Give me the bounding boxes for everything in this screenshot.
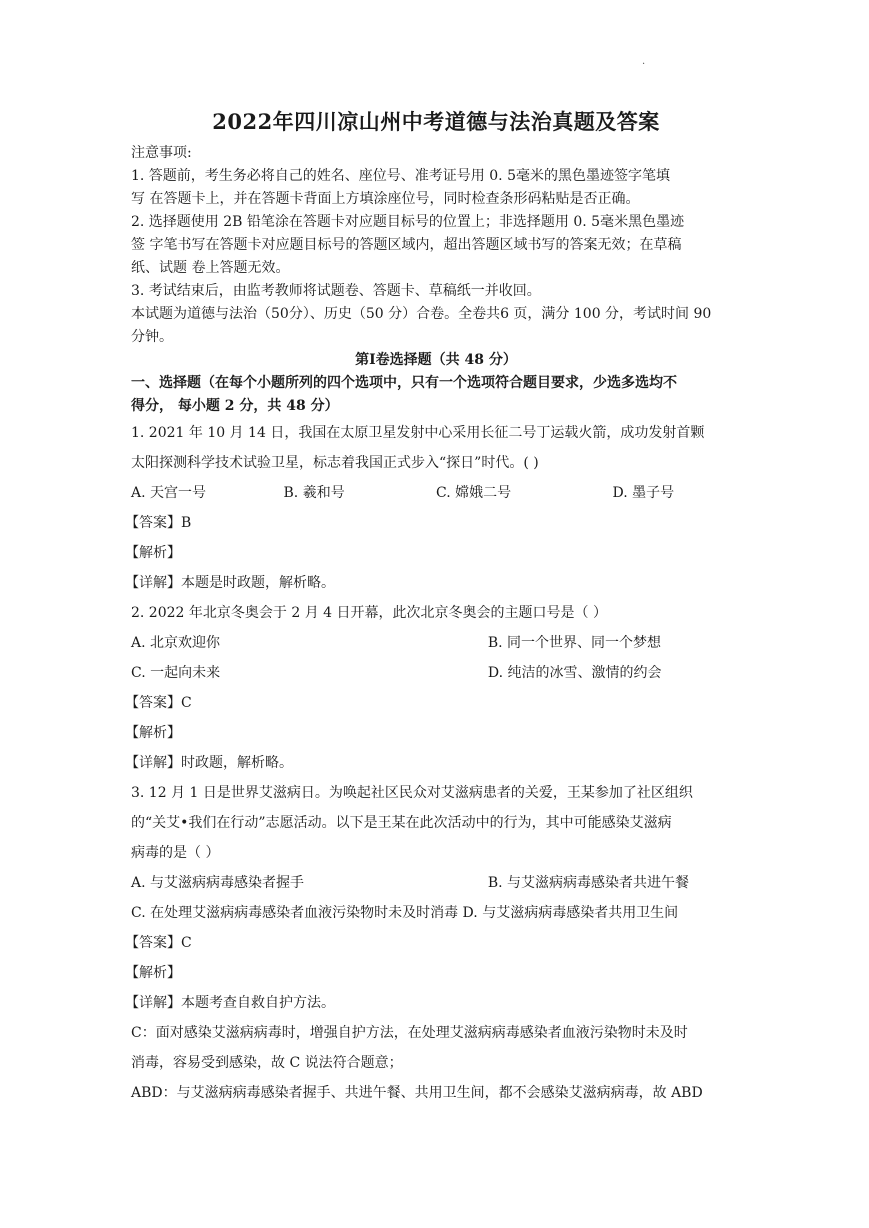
notice-line: 纸、试题 卷上答题无效。 [131, 260, 290, 276]
notice-line: 写 在答题卡上，并在答题卡背面上方填涂座位号，同时检查条形码粘贴是否正确。 [131, 191, 640, 207]
option-b: B. 羲和号 [283, 485, 345, 501]
answer: 【答案】C [125, 695, 192, 711]
notice-block [131, 142, 741, 349]
option-b: B. 同一个世界、同一个梦想 [487, 635, 662, 651]
section-heading: 得分， 每小题 2 分，共 48 分） [131, 398, 339, 414]
options-row [131, 628, 741, 658]
question-stem: 3. 12 月 1 日是世界艾滋病日。为唤起社区民众对艾滋病患者的关爱，王某参加了社区组织 [131, 785, 693, 801]
question-stem: 1. 2021 年 10 月 14 日，我国在太原卫星发射中心采用长征二号丁运载火箭，成功发射首颗 [131, 425, 705, 441]
analysis-label: 【解析】 [125, 545, 181, 561]
options-row-cd: C. 在处理艾滋病病毒感染者血液污染物时未及时消毒 D. 与艾滋病病毒感染者共用卫生间 [131, 905, 679, 921]
part-title: 第Ⅰ卷选择题（共 48 分） [355, 352, 517, 368]
detail-line: 消毒，容易受到感染，故 C 说法符合题意； [131, 1055, 403, 1071]
analysis-label: 【解析】 [125, 725, 181, 741]
notice-line: 2. 选择题使用 2B 铅笔涂在答题卡对应题目标号的位置上；非选择题用 0. 5毫米黑色墨迹 [131, 214, 685, 230]
question-2 [125, 598, 741, 778]
option-a: A. 天宫一号 [131, 485, 207, 501]
question-3 [125, 778, 741, 1108]
notice-line: 分钟。 [131, 329, 173, 345]
answer: 【答案】C [125, 935, 192, 951]
option-d: D. 纯洁的冰雪、激情的约会 [487, 665, 662, 681]
notice-heading: 注意事项: [131, 145, 192, 161]
question-stem: 的“关艾•我们在行动”志愿活动。以下是王某在此次活动中的行为，其中可能感染艾滋病 [131, 815, 672, 831]
notice-line: 1. 答题前，考生务必将自己的姓名、座位号、准考证号用 0. 5毫米的黑色墨迹签字笔填 [131, 168, 670, 184]
detail-line: C：面对感染艾滋病病毒时，增强自护方法，在处理艾滋病病毒感染者血液污染物时未及时 [131, 1025, 688, 1041]
option-b: B. 与艾滋病病毒感染者共进午餐 [487, 875, 690, 891]
analysis-label: 【解析】 [125, 965, 181, 981]
option-a: A. 与艾滋病病毒感染者握手 [131, 875, 305, 891]
header-mark: . [642, 56, 646, 67]
notice-line: 签 字笔书写在答题卡对应题目标号的答题区域内，超出答题区域书写的答案无效；在草稿 [131, 237, 682, 253]
option-d: D. 墨子号 [612, 485, 675, 501]
option-c: C. 嫦娥二号 [436, 485, 512, 501]
detail: 【详解】时政题，解析略。 [125, 755, 293, 771]
notice-line: 3. 考试结束后，由监考教师将试题卷、答题卡、草稿纸一并收回。 [131, 283, 541, 299]
detail: 【详解】本题考查自救自护方法。 [125, 995, 335, 1011]
question-stem: 病毒的是（ ） [131, 845, 220, 861]
answer: 【答案】B [125, 515, 192, 531]
detail-line: ABD：与艾滋病病毒感染者握手、共进午餐、共用卫生间，都不会感染艾滋病病毒，故 ABD [131, 1085, 703, 1101]
options-row [131, 478, 741, 508]
options-row [131, 868, 741, 898]
detail: 【详解】本题是时政题，解析略。 [125, 575, 335, 591]
document-page [125, 102, 741, 1108]
option-a: A. 北京欢迎你 [131, 635, 221, 651]
question-1 [125, 418, 741, 598]
document-title: 2022年四川凉山州中考道德与法治真题及答案 [212, 109, 660, 134]
section-heading: 一、选择题（在每个小题所列的四个选项中，只有一个选项符合题目要求，少选多选均不 [131, 375, 677, 391]
notice-line: 本试题为道德与法治（50分）、历史（50 分）合卷。全卷共6 页，满分 100 分，考试时间 90 [131, 306, 712, 322]
question-stem: 太阳探测科学技术试验卫星，标志着我国正式步入“探日”时代。( ) [131, 455, 539, 471]
options-row [131, 658, 741, 688]
question-stem: 2. 2022 年北京冬奥会于 2 月 4 日开幕，此次北京冬奥会的主题口号是（ ） [131, 605, 607, 621]
option-c: C. 一起向未来 [131, 665, 221, 681]
